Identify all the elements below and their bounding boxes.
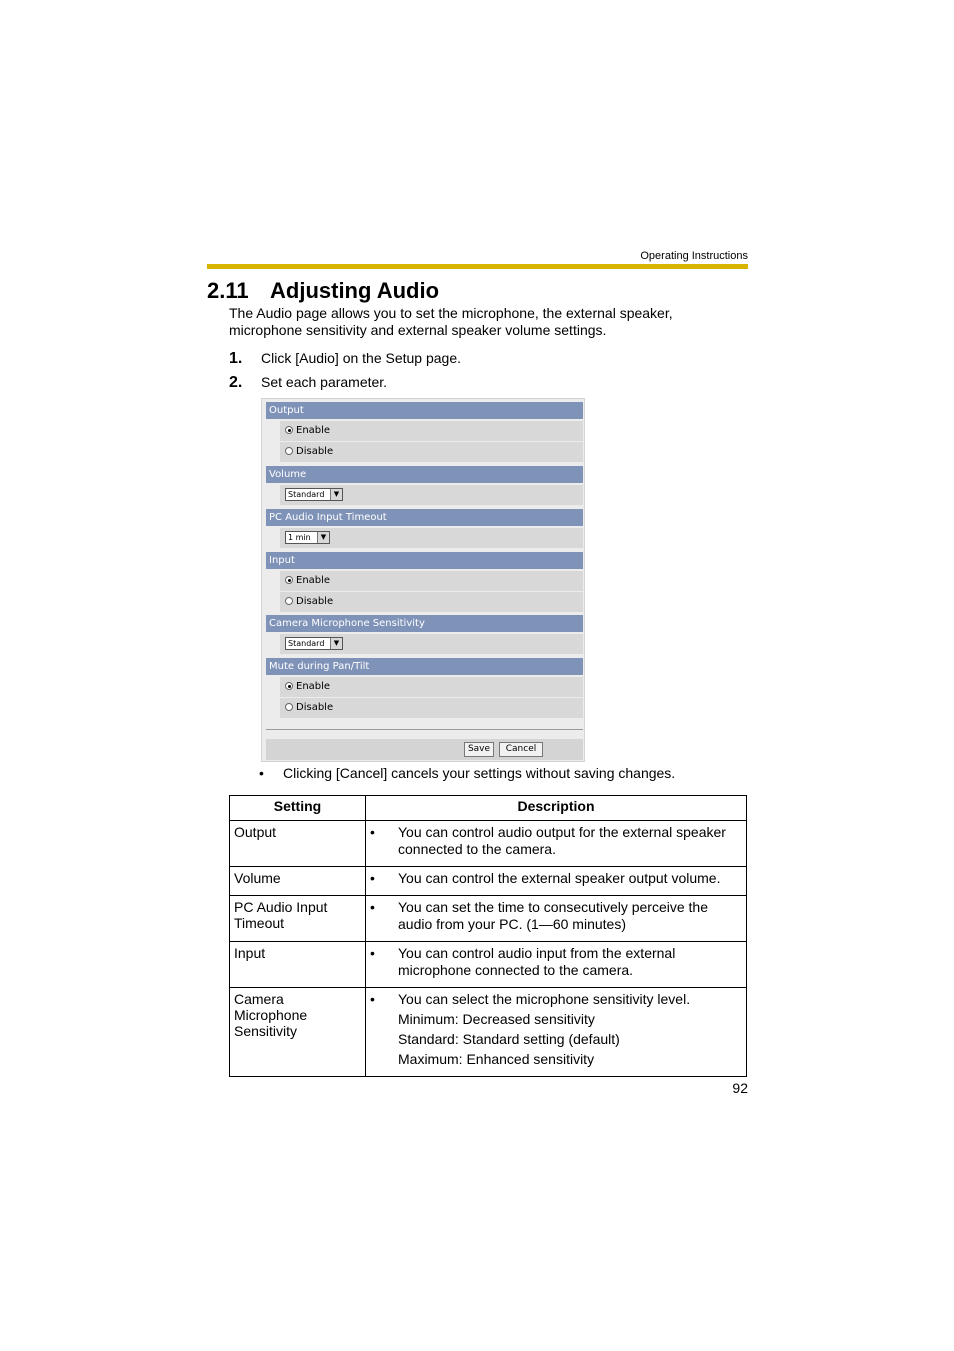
- description-text: You can control audio input from the external microphone connected to the camera.: [398, 945, 676, 978]
- column-header-setting: Setting: [230, 796, 366, 821]
- description-cell: • You can set the time to consecutively perceive the audio from your PC. (1—60 minutes): [366, 896, 747, 942]
- cancel-note: [259, 765, 675, 781]
- output-disable-option[interactable]: [280, 442, 583, 462]
- setting-cell: [230, 988, 366, 1077]
- section-heading: Adjusting Audio: [270, 278, 440, 303]
- sensitivity-maximum: Maximum: Enhanced sensitivity: [398, 1051, 595, 1067]
- setting-text: Camera Microphone Sensitivity: [234, 991, 308, 1039]
- mute-enable-option[interactable]: [280, 677, 583, 697]
- chevron-down-icon[interactable]: ▼: [317, 532, 329, 543]
- form-footer: [266, 739, 583, 760]
- table-row: [230, 896, 747, 942]
- step-1: [229, 350, 461, 368]
- volume-select[interactable]: [285, 488, 343, 501]
- volume-row: [280, 485, 583, 505]
- radio-unselected-icon[interactable]: [285, 597, 293, 605]
- step-text: Click [Audio] on the Setup page.: [261, 350, 462, 366]
- setting-cell: PC Audio Input Timeout: [230, 896, 366, 942]
- setting-cell: Volume: [230, 867, 366, 896]
- mute-section-header: Mute during Pan/Tilt: [266, 658, 583, 675]
- radio-selected-icon[interactable]: [285, 682, 293, 690]
- option-label: Disable: [296, 596, 334, 607]
- setting-cell: Input: [230, 942, 366, 988]
- save-button[interactable]: Save: [464, 742, 494, 757]
- input-enable-option[interactable]: [280, 571, 583, 591]
- description-cell: • You can control audio input from the external microphone connected to the camera.: [366, 942, 747, 988]
- chevron-down-icon[interactable]: ▼: [330, 489, 342, 500]
- bullet: •: [259, 765, 264, 781]
- option-label: Disable: [296, 702, 334, 713]
- sensitivity-section-header: Camera Microphone Sensitivity: [266, 615, 583, 632]
- section-title: [207, 278, 439, 304]
- select-value: 1 min: [288, 532, 311, 542]
- note-text: Clicking [Cancel] cancels your settings without saving changes.: [283, 765, 676, 781]
- radio-unselected-icon[interactable]: [285, 703, 293, 711]
- section-number: 2.11: [207, 278, 249, 303]
- timeout-section-header: PC Audio Input Timeout: [266, 509, 583, 526]
- intro-paragraph: The Audio page allows you to set the microphone, the external speaker, microphone sensitivity and external speaker volume settings.: [229, 305, 673, 338]
- output-section-header: Output: [266, 402, 583, 419]
- option-label: Enable: [296, 575, 331, 586]
- step-2: [229, 374, 387, 392]
- table-row: [230, 988, 747, 1077]
- table-row: [230, 942, 747, 988]
- description-text: You can select the microphone sensitivity level.: [398, 991, 691, 1007]
- volume-section-header: Volume: [266, 466, 583, 483]
- header-rule: [207, 264, 748, 269]
- cancel-button[interactable]: Cancel: [499, 742, 543, 757]
- sensitivity-select[interactable]: [285, 637, 343, 650]
- audio-settings-form: [261, 398, 585, 762]
- input-section-header: Input: [266, 552, 583, 569]
- page-number: 92: [732, 1080, 748, 1096]
- sensitivity-minimum: Minimum: Decreased sensitivity: [398, 1011, 595, 1027]
- select-value: Standard: [288, 638, 325, 648]
- output-enable-option[interactable]: [280, 421, 583, 441]
- description-text: You can control the external speaker output volume.: [398, 870, 721, 886]
- running-header: Operating Instructions: [640, 250, 748, 262]
- table-row: [230, 867, 747, 896]
- form-divider: [266, 729, 583, 730]
- table-header-row: [230, 796, 747, 821]
- table-row: [230, 821, 747, 867]
- timeout-select[interactable]: [285, 531, 330, 544]
- setting-cell: Output: [230, 821, 366, 867]
- settings-table: [229, 795, 747, 1077]
- description-cell: • You can control the external speaker output volume.: [366, 867, 747, 896]
- sensitivity-standard: Standard: Standard setting (default): [398, 1031, 620, 1047]
- radio-selected-icon[interactable]: [285, 576, 293, 584]
- chevron-down-icon[interactable]: ▼: [330, 638, 342, 649]
- step-number: 2.: [229, 374, 243, 391]
- option-label: Enable: [296, 425, 331, 436]
- radio-unselected-icon[interactable]: [285, 447, 293, 455]
- step-text: Set each parameter.: [261, 374, 388, 390]
- description-text: You can control audio output for the external speaker connected to the camera.: [398, 824, 726, 857]
- mute-disable-option[interactable]: [280, 698, 583, 718]
- sensitivity-row: [280, 634, 583, 654]
- description-cell: • You can control audio output for the external speaker connected to the camera.: [366, 821, 747, 867]
- description-cell: • You can select the microphone sensitivity level. Minimum: Decreased sensitivity Standard: Standard setting (default) Maximum: Enhanced sensitivity: [366, 988, 747, 1077]
- timeout-row: [280, 528, 583, 548]
- option-label: Disable: [296, 446, 334, 457]
- description-text: You can set the time to consecutively perceive the audio from your PC. (1—60 minutes): [398, 899, 708, 932]
- input-disable-option[interactable]: [280, 592, 583, 612]
- column-header-description: Description: [366, 796, 747, 821]
- option-label: Enable: [296, 681, 331, 692]
- step-number: 1.: [229, 350, 243, 367]
- radio-selected-icon[interactable]: [285, 426, 293, 434]
- select-value: Standard: [288, 489, 325, 499]
